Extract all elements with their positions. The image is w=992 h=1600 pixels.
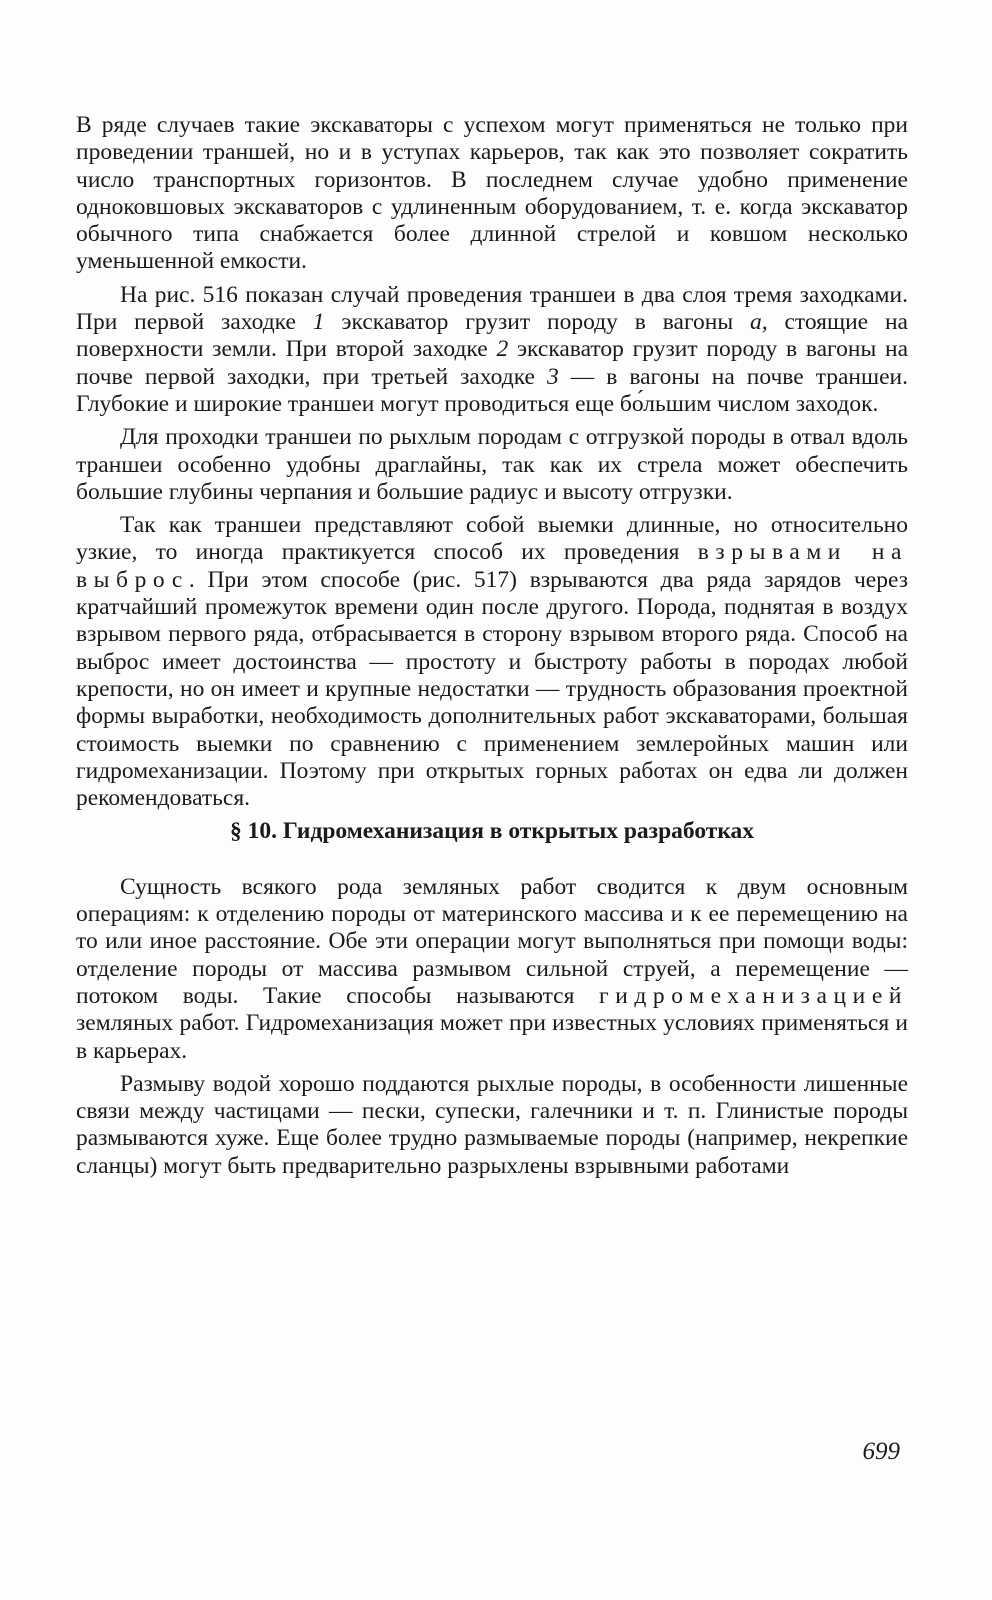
paragraph-excavators: В ряде случаев такие экскаваторы с успехом могут применяться не только при проведении траншей, но и в уступах карьеров, так как это позволяет сократить число транспортных горизонтов. В последнем случае удобно применение одноковшовых экскаваторов с удлиненным оборудованием, т. е. когда экскаватор обычного типа снабжается более длинной стрелой и ковшом несколько уменьшенной емкости. — [76, 112, 908, 275]
text-run: земляных работ. Гидромеханизация может при известных условиях применяться и в карьерах. — [76, 1010, 908, 1064]
paragraph-blasting — [76, 512, 908, 812]
paragraph-draglines: Для проходки траншеи по рыхлым породам с отгрузкой породы в отвал вдоль траншеи особенно удобны драглайны, так как их стрела может обеспечить большие глубины черпания и большие радиус и высоту отгрузки. — [76, 424, 908, 505]
text-run: экскаватор грузит породу в вагоны на почве первой заходки, при третьей заходке — [76, 336, 908, 390]
spaced-term: взрывами на выброс — [76, 539, 908, 593]
italic-number: 2 — [496, 336, 509, 363]
spaced-term: гидромеханизацией — [599, 982, 908, 1009]
text-run: экскаватор грузит породу в вагоны — [324, 309, 750, 336]
text-run: . При этом способе (рис. 517) взрываются два ряда зарядов через кратчайший промежуток времени один после другого. Порода, поднятая в воздух взрывом первого ряда, отбрасывается в сторону взрывом второго ряда. Способ на выброс имеет достоинства — простоту и быстроту работы в породах любой крепости, но он имеет и крупные недостатки — трудность образования проектной формы выработки, необходимость дополнительных работ экскаваторами, большая стоимость выемки по сравнению с применением землеройных машин или гидромеханизации. Поэтому при открытых горных работах он едва ли должен рекомендоваться. — [76, 566, 908, 812]
italic-letter: а, — [749, 309, 768, 336]
text-run: Так как траншеи представляют собой выемки длинные, но относительно узкие, то иногда практикуется способ их проведения — [76, 512, 908, 566]
body-text — [76, 112, 908, 1180]
italic-number: 3 — [546, 363, 559, 390]
paragraph-erosion: Размыву водой хорошо поддаются рыхлые породы, в особенности лишенные связи между частицами — пески, супески, галечники и т. п. Глинистые породы размываются хуже. Еще более трудно размываемые породы (например, некрепкие сланцы) могут быть предварительно разрыхлены взрывными работами — [76, 1070, 908, 1179]
paragraph-hydromechanization — [76, 874, 908, 1065]
text-run: На рис. 516 показан случай проведения траншеи в два слоя тремя заходками. При первой заходке — [76, 281, 908, 336]
section-heading: § 10. Гидромеханизация в открытых разработках — [229, 818, 755, 845]
page-number: 699 — [862, 1438, 900, 1465]
text-run: Сущность всякого рода земляных работ сводится к двум основным операциям: к отделению породы от материнского массива и к ее перемещению на то или иное расстояние. Обе эти операции могут выполняться при помощи воды: отделение породы от массива размывом сильной струей, а перемещение — потоком воды. Такие способы называются — [76, 873, 908, 1009]
italic-number: 1 — [312, 309, 325, 336]
paragraph-trench-layers — [76, 282, 908, 418]
text-run: — в вагоны на почве траншеи. Глубокие и широкие траншеи могут проводиться еще бо́льшим числом заходок. — [76, 363, 908, 417]
text-run: стоящие на поверхности земли. При второй заходке — [76, 309, 908, 363]
